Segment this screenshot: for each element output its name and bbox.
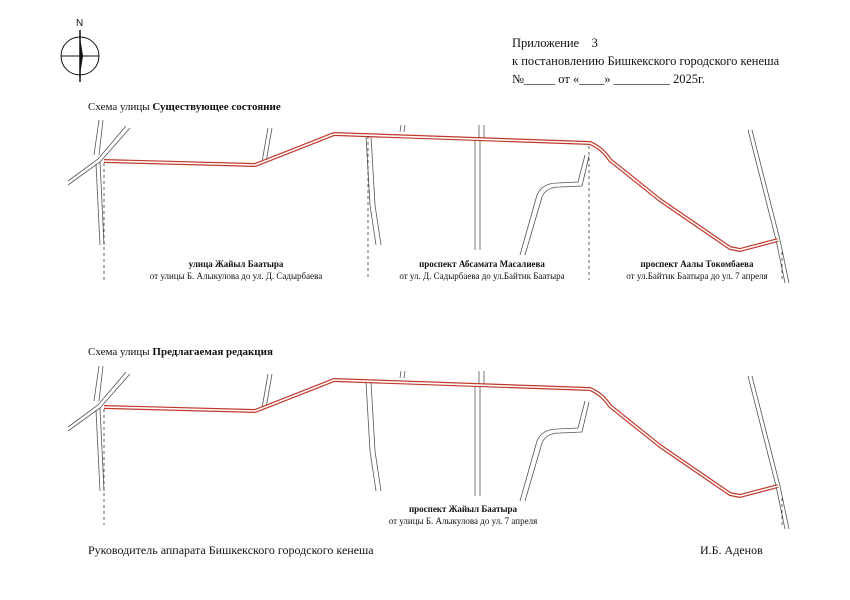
appendix-label: Приложение [512, 36, 580, 50]
segment-name-2: проспект Абсамата Масалиева [419, 259, 545, 269]
segment-label-proposed [389, 503, 538, 527]
appendix-header [512, 34, 779, 88]
segment-range-1: от улицы Б. Алыкулова до ул. Д. Садырбаева [149, 271, 323, 281]
segment-label-3 [626, 258, 767, 282]
segment-name-3: проспект Аалы Токомбаева [640, 259, 754, 269]
appendix-line3: №_____ от «____» _________ 2025г. [512, 72, 705, 86]
segment-label-2 [399, 258, 564, 282]
segment-range-3: от ул.Байтик Баатыра до ул. 7 апреля [626, 271, 768, 281]
appendix-line2: к постановлению Бишкекского городского кенеша [512, 54, 780, 68]
scheme2-prefix: Схема улицы [88, 346, 150, 358]
compass-icon [61, 30, 99, 82]
segment-range-2: от ул. Д. Садырбаева до ул.Байтик Баатыра [399, 271, 565, 281]
segment-name-proposed: проспект Жайыл Баатыра [408, 504, 518, 514]
scheme2-title-bold: Предлагаемая редакция [152, 346, 273, 358]
appendix-number: 3 [591, 36, 598, 50]
compass-north-label: N [76, 18, 84, 29]
scheme2-title [88, 346, 273, 358]
scheme1-title-bold: Существующее состояние [152, 101, 281, 113]
segment-label-1 [150, 258, 322, 282]
appendix-line1 [512, 34, 779, 52]
footer-signatory: И.Б. Аденов [700, 543, 763, 557]
scheme1-prefix: Схема улицы [88, 101, 150, 113]
segment-name-1: улица Жайыл Баатыра [188, 259, 284, 269]
scheme1-title [88, 101, 281, 113]
footer-position: Руководитель аппарата Бишкекского городского кенеша [88, 543, 374, 557]
segment-range-proposed: от улицы Б. Алыкулова до ул. 7 апреля [388, 516, 538, 526]
